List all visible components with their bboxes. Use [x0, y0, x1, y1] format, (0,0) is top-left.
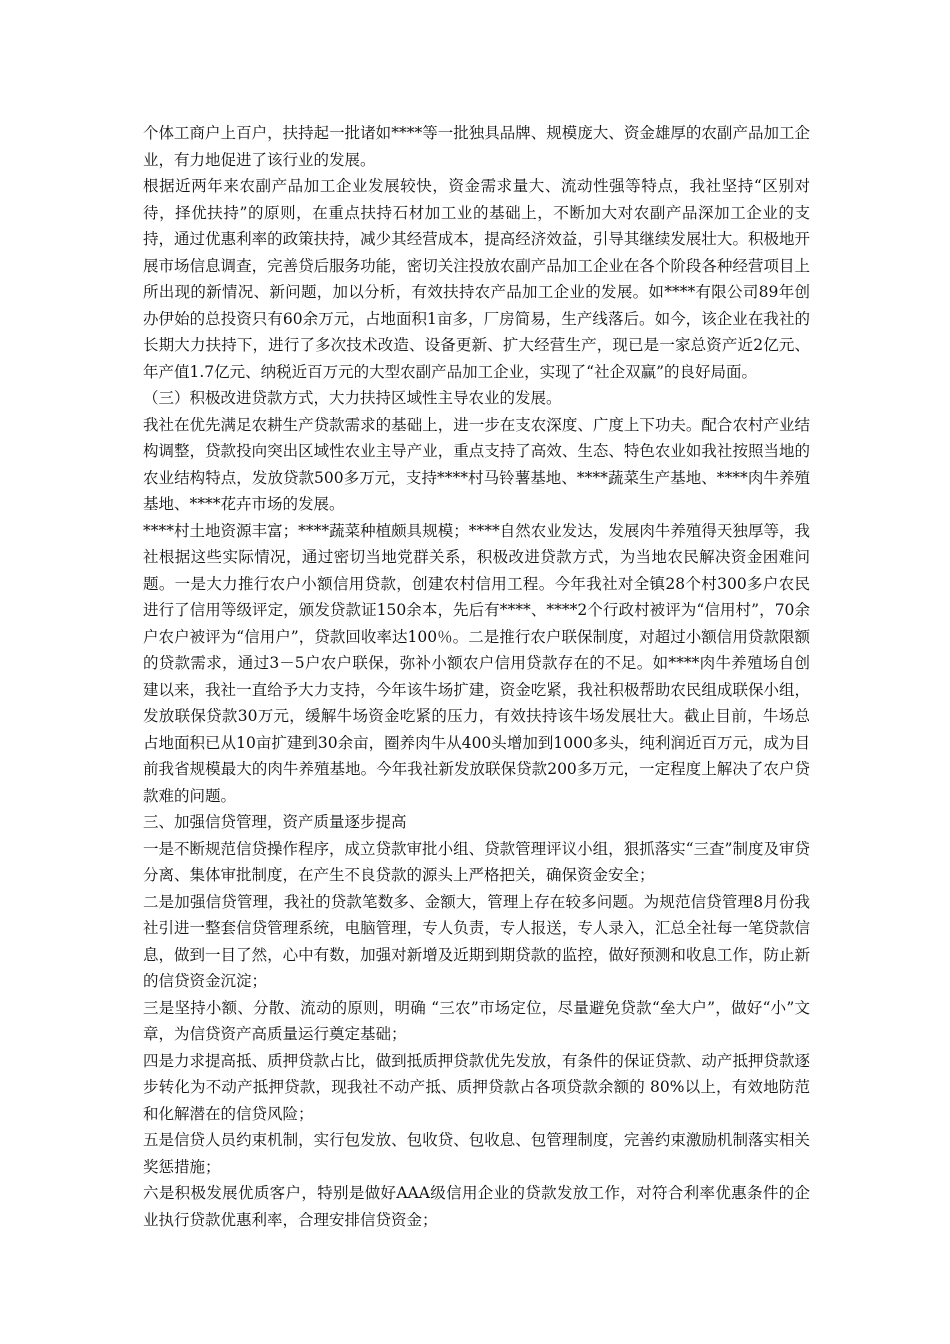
paragraph-2: 根据近两年来农副产品加工企业发展较快，资金需求量大、流动性强等特点，我社坚持“区别对待，择优扶持”的原则，在重点扶持石材加工业的基础上，不断加大对农副产品深加工企业的支持，通过优惠利率的政策扶持，减少其经营成本，提高经济效益，引导其继续发展壮大。积极地开展市场信息调查，完善贷后服务功能，密切关注投放农副产品加工企业在各个阶段各种经营项目上所出现的新情况、新问题，加以分析，有效扶持农产品加工企业的发展。如****有限公司89年创办伊始的总投资只有60余万元，占地面积1亩多，厂房简易，生产线落后。如今，该企业在我社的长期大力扶持下，进行了多次技术改造、设备更新、扩大经营生产，现已是一家总资产近2亿元、年产值1.7亿元、纳税近百万元的大型农副产品加工企业，实现了“社企双赢”的良好局面。 — [143, 177, 810, 381]
paragraph-4: 我社在优先满足农耕生产贷款需求的基础上，进一步在支农深度、广度上下功夫。配合农村产业结构调整，贷款投向突出区域性农业主导产业，重点支持了高效、生态、特色农业如我社按照当地的农业结构特点，发放贷款500多万元，支持****村马铃薯基地、****蔬菜生产基地、****肉牛养殖基地、****花卉市场的发展。 — [143, 415, 810, 513]
paragraph-5: ****村土地资源丰富；****蔬菜种植颇具规模；****自然农业发达，发展肉牛养殖得天独厚等，我社根据这些实际情况，通过密切当地党群关系，积极改进贷款方式，为当地农民解决资金困难问题。一是大力推行农户小额信用贷款，创建农村信用工程。今年我社对全镇28个村300多户农民进行了信用等级评定，颁发贷款证150余本，先后有****、****2个行政村被评为“信用村”，70余户农户被评为“信用户”，贷款回收率达100％。二是推行农户联保制度，对超过小额信用贷款限额的贷款需求，通过3－5户农户联保，弥补小额农户信用贷款存在的不足。如****肉牛养殖场自创建以来，我社一直给予大力支持，今年该牛场扩建，资金吃紧，我社积极帮助农民组成联保小组，发放联保贷款30万元，缓解牛场资金吃紧的压力，有效扶持该牛场发展壮大。截止目前，牛场总占地面积已从10亩扩建到30余亩，圈养肉牛从400头增加到1000多头，纯利润近百万元，成为目前我省规模最大的肉牛养殖基地。今年我社新发放联保贷款200多万元，一定程度上解决了农户贷款难的问题。 — [143, 521, 810, 805]
section-heading-3: （三）积极改进贷款方式，大力扶持区域性主导农业的发展。 — [143, 389, 562, 407]
section-heading-credit-management: 三、加强信贷管理，资产质量逐步提高 — [143, 813, 407, 831]
paragraph-item-3: 三是坚持小额、分散、流动的原则，明确 “三农”市场定位，尽量避免贷款“垒大户”，做好“小”文章，为信贷资产高质量运行奠定基础； — [143, 998, 810, 1043]
paragraph-item-4: 四是力求提高抵、质押贷款占比，做到抵质押贷款优先发放，有条件的保证贷款、动产抵押贷款逐步转化为不动产抵押贷款，现我社不动产抵、质押贷款占各项贷款余额的 80%以上，有效地防范和化解潜在的信贷风险； — [143, 1051, 810, 1123]
document-body — [143, 120, 810, 1233]
paragraph-item-6: 六是积极发展优质客户，特别是做好AAA级信用企业的贷款发放工作，对符合利率优惠条件的企业执行贷款优惠利率，合理安排信贷资金； — [143, 1184, 810, 1229]
paragraph-1: 个体工商户上百户，扶持起一批诸如****等一批独具品牌、规模庞大、资金雄厚的农副产品加工企业，有力地促进了该行业的发展。 — [143, 124, 810, 169]
paragraph-item-5: 五是信贷人员约束机制，实行包发放、包收贷、包收息、包管理制度，完善约束激励机制落实相关奖惩措施； — [143, 1131, 810, 1176]
paragraph-item-2: 二是加强信贷管理，我社的贷款笔数多、金额大，管理上存在较多问题。为规范信贷管理8月份我社引进一整套信贷管理系统，电脑管理，专人负责，专人报送，专人录入，汇总全社每一笔贷款信息，做到一目了然，心中有数，加强对新增及近期到期贷款的监控，做好预测和收息工作，防止新的信贷资金沉淀； — [143, 892, 810, 990]
paragraph-item-1: 一是不断规范信贷操作程序，成立贷款审批小组、贷款管理评议小组，狠抓落实“三查”制度及审贷分离、集体审批制度，在产生不良贷款的源头上严格把关，确保资金安全； — [143, 839, 810, 884]
